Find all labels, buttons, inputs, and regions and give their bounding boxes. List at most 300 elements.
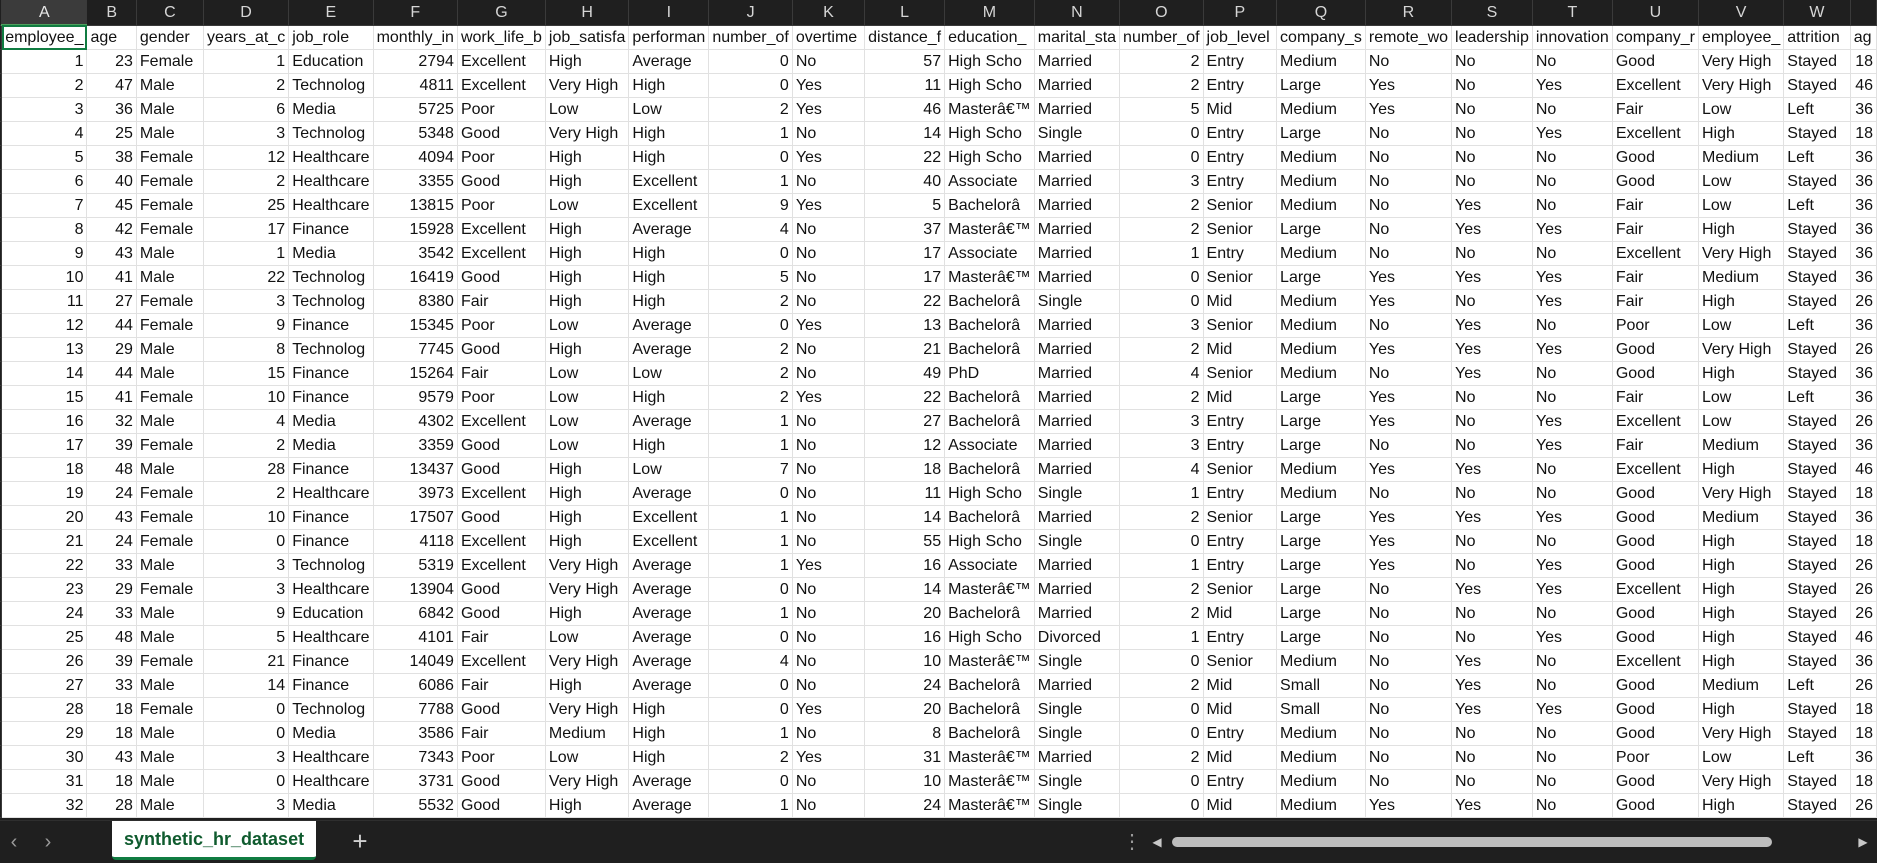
cell[interactable]: Poor (457, 194, 545, 218)
cell[interactable]: 26 (1850, 338, 1876, 362)
cell[interactable]: Medium (1277, 314, 1366, 338)
cell[interactable]: Average (629, 410, 709, 434)
cell[interactable]: Technolog (289, 122, 373, 146)
cell[interactable]: No (792, 242, 864, 266)
column-header[interactable]: J (709, 0, 793, 25)
cell[interactable]: Stayed (1784, 650, 1850, 674)
cell[interactable]: Married (1034, 410, 1119, 434)
cell[interactable]: Yes (1452, 194, 1533, 218)
cell[interactable]: High (545, 794, 629, 818)
cell[interactable]: No (1532, 194, 1612, 218)
cell[interactable]: No (1365, 194, 1451, 218)
cell[interactable]: Good (457, 170, 545, 194)
cell[interactable]: Female (136, 530, 203, 554)
cell[interactable]: Finance (289, 218, 373, 242)
cell[interactable]: Male (136, 362, 203, 386)
cell[interactable]: Average (629, 50, 709, 74)
cell[interactable]: 18 (1850, 122, 1876, 146)
cell[interactable]: 0 (1120, 122, 1204, 146)
cell[interactable]: 36 (1850, 194, 1876, 218)
cell[interactable]: No (1365, 314, 1451, 338)
cell[interactable]: 43 (87, 746, 136, 770)
cell[interactable]: Good (1612, 530, 1698, 554)
column-header[interactable]: F (373, 0, 457, 25)
header-cell[interactable]: job_role (289, 25, 373, 50)
cell[interactable]: 2 (1120, 218, 1204, 242)
header-cell[interactable]: years_at_c (203, 25, 288, 50)
cell[interactable]: Medium (1277, 650, 1366, 674)
column-header[interactable]: E (289, 0, 373, 25)
cell[interactable]: Finance (289, 674, 373, 698)
cell[interactable]: 42 (87, 218, 136, 242)
cell[interactable]: 26 (1850, 578, 1876, 602)
cell[interactable]: Medium (1698, 506, 1783, 530)
cell[interactable]: No (1365, 170, 1451, 194)
cell[interactable]: 17507 (373, 506, 457, 530)
cell[interactable]: Finance (289, 386, 373, 410)
cell[interactable]: No (1365, 626, 1451, 650)
cell[interactable]: Medium (1277, 98, 1366, 122)
cell[interactable]: 14 (203, 674, 288, 698)
cell[interactable]: High Scho (945, 482, 1035, 506)
cell[interactable]: 2 (1120, 74, 1204, 98)
cell[interactable]: 14 (865, 578, 945, 602)
cell[interactable]: Yes (1365, 290, 1451, 314)
cell[interactable]: No (1532, 146, 1612, 170)
cell[interactable]: High Scho (945, 530, 1035, 554)
cell[interactable]: Married (1034, 314, 1119, 338)
cell[interactable]: High (1698, 698, 1783, 722)
cell[interactable]: No (792, 626, 864, 650)
cell[interactable]: 24 (2, 602, 87, 626)
cell[interactable]: Poor (457, 314, 545, 338)
cell[interactable]: 5725 (373, 98, 457, 122)
cell[interactable]: Left (1784, 98, 1850, 122)
cell[interactable]: High (1698, 290, 1783, 314)
cell[interactable]: Finance (289, 362, 373, 386)
cell[interactable]: 22 (865, 290, 945, 314)
cell[interactable]: 19 (2, 482, 87, 506)
cell[interactable]: Very High (1698, 242, 1783, 266)
cell[interactable]: Low (545, 626, 629, 650)
cell[interactable]: Average (629, 482, 709, 506)
cell[interactable]: 27 (2, 674, 87, 698)
cell[interactable]: Large (1277, 218, 1366, 242)
cell[interactable]: No (1532, 242, 1612, 266)
cell[interactable]: Yes (1452, 698, 1533, 722)
cell[interactable]: Stayed (1784, 602, 1850, 626)
cell[interactable]: 12 (865, 434, 945, 458)
cell[interactable]: Excellent (1612, 122, 1698, 146)
column-header[interactable]: L (865, 0, 945, 25)
cell[interactable]: Very High (545, 554, 629, 578)
cell[interactable]: Medium (1277, 482, 1366, 506)
cell[interactable]: 1 (709, 554, 793, 578)
cell[interactable]: Good (1612, 674, 1698, 698)
cell[interactable]: Very High (545, 650, 629, 674)
cell[interactable]: 4 (709, 218, 793, 242)
cell[interactable]: Yes (1532, 626, 1612, 650)
cell[interactable]: Yes (1365, 98, 1451, 122)
cell[interactable]: Low (1698, 410, 1783, 434)
cell[interactable]: Entry (1203, 170, 1277, 194)
cell[interactable]: High (545, 242, 629, 266)
cell[interactable]: Good (457, 602, 545, 626)
cell[interactable]: Medium (1277, 338, 1366, 362)
cell[interactable]: No (1532, 482, 1612, 506)
cell[interactable]: 22 (865, 146, 945, 170)
cell[interactable]: 18 (1850, 50, 1876, 74)
cell[interactable]: 40 (865, 170, 945, 194)
cell[interactable]: 7788 (373, 698, 457, 722)
cell[interactable]: 33 (87, 674, 136, 698)
cell[interactable]: Yes (1532, 218, 1612, 242)
cell[interactable]: High (1698, 554, 1783, 578)
cell[interactable]: Large (1277, 626, 1366, 650)
cell[interactable]: 18 (1850, 770, 1876, 794)
cell[interactable]: Low (1698, 386, 1783, 410)
cell[interactable]: 49 (865, 362, 945, 386)
cell[interactable]: Married (1034, 674, 1119, 698)
cell[interactable]: Married (1034, 338, 1119, 362)
cell[interactable]: 1 (203, 50, 288, 74)
cell[interactable]: 2 (709, 98, 793, 122)
cell[interactable]: Entry (1203, 554, 1277, 578)
cell[interactable]: Male (136, 338, 203, 362)
cell[interactable]: Media (289, 434, 373, 458)
cell[interactable]: 36 (1850, 746, 1876, 770)
cell[interactable]: Good (457, 122, 545, 146)
cell[interactable]: 36 (1850, 146, 1876, 170)
cell[interactable]: 17 (2, 434, 87, 458)
cell[interactable]: Stayed (1784, 698, 1850, 722)
cell[interactable]: 3542 (373, 242, 457, 266)
cell[interactable]: 0 (1120, 722, 1204, 746)
cell[interactable]: Large (1277, 530, 1366, 554)
cell[interactable]: Female (136, 578, 203, 602)
cell[interactable]: No (792, 338, 864, 362)
cell[interactable]: 26 (1850, 410, 1876, 434)
cell[interactable]: 0 (709, 50, 793, 74)
cell[interactable]: High (1698, 218, 1783, 242)
cell[interactable]: Large (1277, 410, 1366, 434)
cell[interactable]: No (792, 290, 864, 314)
cell[interactable]: Good (457, 266, 545, 290)
header-cell[interactable]: monthly_in (373, 25, 457, 50)
cell[interactable]: Married (1034, 554, 1119, 578)
cell[interactable]: 6086 (373, 674, 457, 698)
cell[interactable]: Large (1277, 74, 1366, 98)
cell[interactable]: 11 (2, 290, 87, 314)
cell[interactable]: No (792, 266, 864, 290)
cell[interactable]: 3 (1120, 410, 1204, 434)
cell[interactable]: 4101 (373, 626, 457, 650)
header-cell[interactable]: work_life_b (457, 25, 545, 50)
cell[interactable]: Yes (1365, 338, 1451, 362)
cell[interactable]: Stayed (1784, 290, 1850, 314)
cell[interactable]: Average (629, 314, 709, 338)
cell[interactable]: Stayed (1784, 794, 1850, 818)
cell[interactable]: Good (457, 770, 545, 794)
cell[interactable]: 32 (87, 410, 136, 434)
cell[interactable]: Excellent (629, 530, 709, 554)
cell[interactable]: Yes (1452, 458, 1533, 482)
column-header[interactable]: T (1532, 0, 1612, 25)
cell[interactable]: Medium (1277, 770, 1366, 794)
cell[interactable]: Yes (1452, 338, 1533, 362)
cell[interactable]: Low (545, 386, 629, 410)
cell[interactable]: No (1365, 602, 1451, 626)
cell[interactable]: 0 (1120, 794, 1204, 818)
cell[interactable]: 21 (203, 650, 288, 674)
cell[interactable]: Large (1277, 506, 1366, 530)
cell[interactable]: PhD (945, 362, 1035, 386)
cell[interactable]: High (1698, 626, 1783, 650)
cell[interactable]: No (1365, 218, 1451, 242)
cell[interactable]: Female (136, 290, 203, 314)
cell[interactable]: 1 (709, 434, 793, 458)
cell[interactable]: Excellent (1612, 410, 1698, 434)
cell[interactable]: Yes (1532, 578, 1612, 602)
cell[interactable]: High Scho (945, 146, 1035, 170)
cell[interactable]: 4118 (373, 530, 457, 554)
cell[interactable]: 0 (709, 314, 793, 338)
cell[interactable]: 37 (865, 218, 945, 242)
cell[interactable]: Male (136, 74, 203, 98)
cell[interactable]: No (1365, 146, 1451, 170)
cell[interactable]: Medium (1277, 746, 1366, 770)
cell[interactable]: Stayed (1784, 434, 1850, 458)
cell[interactable]: Associate (945, 434, 1035, 458)
cell[interactable]: Bachelorâ (945, 314, 1035, 338)
cell[interactable]: Good (1612, 722, 1698, 746)
cell[interactable]: 0 (709, 482, 793, 506)
cell[interactable]: 22 (865, 386, 945, 410)
header-cell[interactable]: company_r (1612, 25, 1698, 50)
column-header[interactable]: G (457, 0, 545, 25)
cell[interactable]: 25 (87, 122, 136, 146)
cell[interactable]: Fair (1612, 290, 1698, 314)
cell[interactable]: High (629, 122, 709, 146)
cell[interactable]: Very High (1698, 50, 1783, 74)
cell[interactable]: Healthcare (289, 146, 373, 170)
cell[interactable]: Masterâ€™ (945, 746, 1035, 770)
cell[interactable]: 18 (1850, 698, 1876, 722)
cell[interactable]: Technolog (289, 266, 373, 290)
header-cell[interactable]: gender (136, 25, 203, 50)
cell[interactable]: No (1532, 674, 1612, 698)
header-cell[interactable]: leadership (1452, 25, 1533, 50)
cell[interactable]: Entry (1203, 770, 1277, 794)
prev-sheet-icon[interactable]: ‹ (10, 831, 18, 853)
cell[interactable]: Yes (1365, 530, 1451, 554)
cell[interactable]: High (545, 674, 629, 698)
cell[interactable]: Stayed (1784, 170, 1850, 194)
cell[interactable]: No (1452, 482, 1533, 506)
cell[interactable]: Excellent (457, 50, 545, 74)
cell[interactable]: Male (136, 794, 203, 818)
column-header[interactable]: C (136, 0, 203, 25)
cell[interactable]: 3355 (373, 170, 457, 194)
cell[interactable]: 36 (1850, 362, 1876, 386)
cell[interactable]: Low (629, 458, 709, 482)
cell[interactable]: Entry (1203, 530, 1277, 554)
cell[interactable]: Left (1784, 746, 1850, 770)
cell[interactable]: High (1698, 650, 1783, 674)
cell[interactable]: 36 (1850, 170, 1876, 194)
cell[interactable]: No (1452, 122, 1533, 146)
cell[interactable]: Bachelorâ (945, 722, 1035, 746)
cell[interactable]: Low (545, 194, 629, 218)
cell[interactable]: Entry (1203, 434, 1277, 458)
cell[interactable]: Entry (1203, 122, 1277, 146)
cell[interactable]: Stayed (1784, 506, 1850, 530)
cell[interactable]: Male (136, 410, 203, 434)
cell[interactable]: 7 (2, 194, 87, 218)
cell[interactable]: 0 (1120, 266, 1204, 290)
cell[interactable]: 4 (203, 410, 288, 434)
cell[interactable]: 41 (87, 386, 136, 410)
cell[interactable]: Medium (1277, 146, 1366, 170)
cell[interactable]: 36 (1850, 314, 1876, 338)
cell[interactable]: 2 (1120, 506, 1204, 530)
cell[interactable]: 36 (1850, 266, 1876, 290)
cell[interactable]: Good (457, 458, 545, 482)
cell[interactable]: 4811 (373, 74, 457, 98)
cell[interactable]: 13815 (373, 194, 457, 218)
cell[interactable]: High Scho (945, 122, 1035, 146)
cell[interactable]: Mid (1203, 338, 1277, 362)
cell[interactable]: 43 (87, 242, 136, 266)
cell[interactable]: 0 (203, 722, 288, 746)
cell[interactable]: Poor (457, 98, 545, 122)
cell[interactable]: 2794 (373, 50, 457, 74)
cell[interactable]: Finance (289, 314, 373, 338)
cell[interactable]: 1 (709, 602, 793, 626)
cell[interactable]: 38 (87, 146, 136, 170)
cell[interactable]: Media (289, 794, 373, 818)
cell[interactable]: Large (1277, 602, 1366, 626)
cell[interactable]: 23 (87, 50, 136, 74)
cell[interactable]: Male (136, 602, 203, 626)
cell[interactable]: Fair (457, 722, 545, 746)
cell[interactable]: Healthcare (289, 770, 373, 794)
cell[interactable]: Mid (1203, 98, 1277, 122)
cell[interactable]: Senior (1203, 194, 1277, 218)
cell[interactable]: Yes (792, 74, 864, 98)
cell[interactable]: 4094 (373, 146, 457, 170)
cell[interactable]: 6 (203, 98, 288, 122)
cell[interactable]: Medium (1698, 146, 1783, 170)
cell[interactable]: Female (136, 218, 203, 242)
cell[interactable]: Female (136, 650, 203, 674)
cell[interactable]: 16 (865, 626, 945, 650)
header-cell[interactable]: education_ (945, 25, 1035, 50)
cell[interactable]: 18 (2, 458, 87, 482)
cell[interactable]: 6 (2, 170, 87, 194)
cell[interactable]: Single (1034, 122, 1119, 146)
cell[interactable]: Technolog (289, 554, 373, 578)
cell[interactable]: Entry (1203, 482, 1277, 506)
cell[interactable]: Bachelorâ (945, 410, 1035, 434)
cell[interactable]: 1 (1120, 482, 1204, 506)
cell[interactable]: No (1452, 290, 1533, 314)
cell[interactable]: 26 (1850, 794, 1876, 818)
cell[interactable]: Medium (545, 722, 629, 746)
cell[interactable]: 36 (1850, 98, 1876, 122)
cell[interactable]: Excellent (629, 506, 709, 530)
cell[interactable]: 2 (1120, 194, 1204, 218)
cell[interactable]: 17 (865, 266, 945, 290)
cell[interactable]: Female (136, 194, 203, 218)
cell[interactable]: Medium (1277, 50, 1366, 74)
cell[interactable]: 27 (87, 290, 136, 314)
cell[interactable]: Bachelorâ (945, 506, 1035, 530)
cell[interactable]: Male (136, 770, 203, 794)
cell[interactable]: 10 (865, 770, 945, 794)
cell[interactable]: Excellent (457, 650, 545, 674)
cell[interactable]: 9 (709, 194, 793, 218)
cell[interactable]: Married (1034, 458, 1119, 482)
cell[interactable]: No (792, 770, 864, 794)
cell[interactable]: 41 (87, 266, 136, 290)
cell[interactable]: 1 (709, 170, 793, 194)
cell[interactable]: Fair (1612, 218, 1698, 242)
cell[interactable]: 0 (709, 578, 793, 602)
cell[interactable]: No (1452, 434, 1533, 458)
cell[interactable]: No (1532, 50, 1612, 74)
cell[interactable]: 15 (2, 386, 87, 410)
cell[interactable]: No (1452, 50, 1533, 74)
cell[interactable]: Yes (1365, 794, 1451, 818)
cell[interactable]: No (1532, 722, 1612, 746)
cell[interactable]: No (792, 50, 864, 74)
cell[interactable]: Fair (457, 290, 545, 314)
cell[interactable]: 12 (203, 146, 288, 170)
cell[interactable]: Fair (1612, 98, 1698, 122)
cell[interactable]: 4 (2, 122, 87, 146)
cell[interactable]: 0 (1120, 146, 1204, 170)
cell[interactable]: 8 (2, 218, 87, 242)
cell[interactable]: 14049 (373, 650, 457, 674)
cell[interactable]: 14 (865, 506, 945, 530)
cell[interactable]: 46 (865, 98, 945, 122)
cell[interactable]: Fair (1612, 386, 1698, 410)
cell[interactable]: 33 (87, 554, 136, 578)
cell[interactable]: Married (1034, 242, 1119, 266)
column-header[interactable]: Q (1277, 0, 1366, 25)
cell[interactable]: Stayed (1784, 554, 1850, 578)
cell[interactable]: No (1452, 98, 1533, 122)
cell[interactable]: 4 (709, 650, 793, 674)
cell[interactable]: Masterâ€™ (945, 650, 1035, 674)
cell[interactable]: 13437 (373, 458, 457, 482)
cell[interactable]: No (1532, 314, 1612, 338)
cell[interactable]: No (1452, 602, 1533, 626)
cell[interactable]: Yes (1452, 362, 1533, 386)
cell[interactable]: 1 (709, 530, 793, 554)
cell[interactable]: 45 (87, 194, 136, 218)
cell[interactable]: High (629, 434, 709, 458)
cell[interactable]: Male (136, 674, 203, 698)
cell[interactable]: Excellent (1612, 458, 1698, 482)
cell[interactable]: Yes (1452, 266, 1533, 290)
cell[interactable]: Average (629, 650, 709, 674)
cell[interactable]: Excellent (629, 170, 709, 194)
cell[interactable]: 18 (1850, 722, 1876, 746)
cell[interactable]: 2 (203, 74, 288, 98)
cell[interactable]: Single (1034, 794, 1119, 818)
